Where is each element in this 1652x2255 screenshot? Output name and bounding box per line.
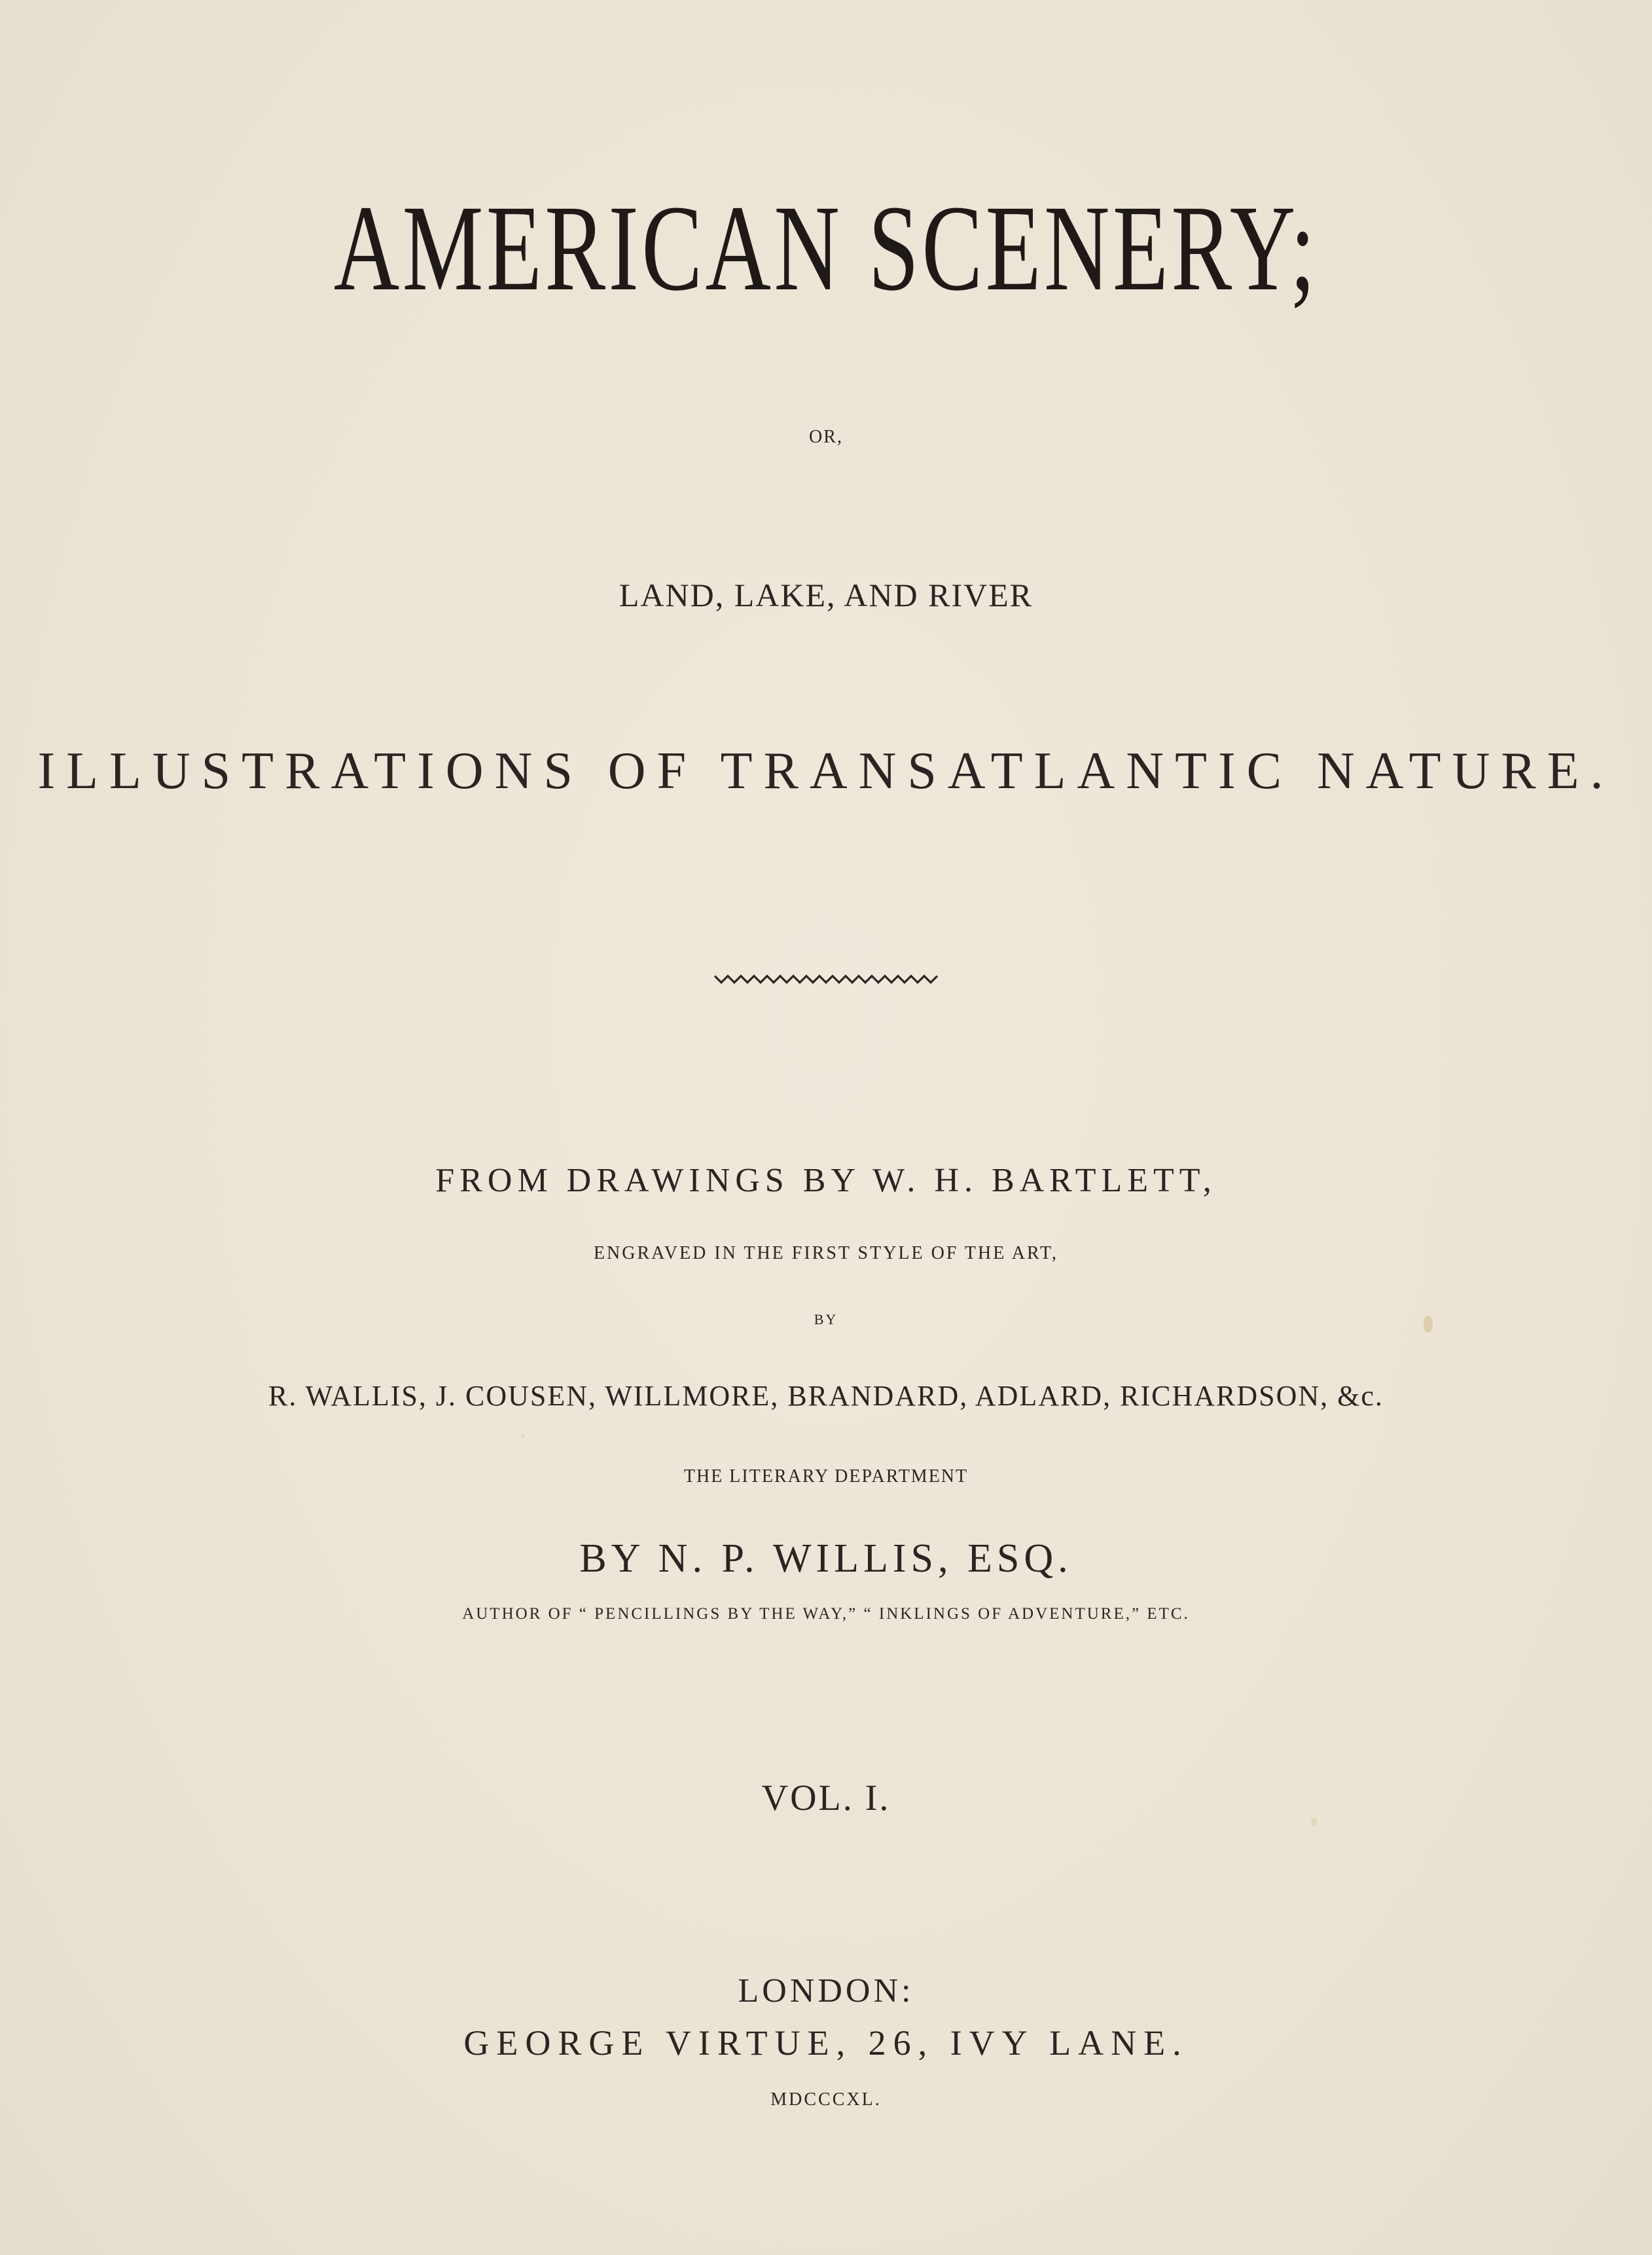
- publisher-imprint: GEORGE VIRTUE, 26, IVY LANE.: [463, 2023, 1189, 2063]
- engravers-list: R. WALLIS, J. COUSEN, WILLMORE, BRANDARD, ADLARD, RICHARDSON, &c.: [268, 1380, 1384, 1412]
- volume-number: VOL. I.: [761, 1778, 891, 1818]
- author-credit: BY N. P. WILLIS, ESQ.: [579, 1536, 1073, 1581]
- subtitle-line-2: ILLUSTRATIONS OF TRANSATLANTIC NATURE.: [37, 742, 1615, 800]
- author-works: AUTHOR OF “ PENCILLINGS BY THE WAY,” “ INKLINGS OF ADVENTURE,” ETC.: [462, 1605, 1190, 1623]
- book-title: AMERICAN SCENERY;: [333, 179, 1319, 316]
- literary-department-label: THE LITERARY DEPARTMENT: [683, 1466, 969, 1487]
- by-label: BY: [814, 1311, 838, 1327]
- engraved-note: ENGRAVED IN THE FIRST STYLE OF THE ART,: [593, 1243, 1059, 1263]
- subtitle-line-1: LAND, LAKE, AND RIVER: [619, 577, 1033, 613]
- wavy-rule-ornament-icon: [0, 972, 1652, 992]
- publication-year: MDCCCXL.: [770, 2089, 882, 2110]
- paper-speck: [1424, 1316, 1433, 1333]
- paper-speck: [521, 1434, 525, 1437]
- paper-speck: [1311, 1818, 1317, 1826]
- or-connector: OR,: [809, 427, 843, 447]
- publication-place: LONDON:: [738, 1972, 914, 2010]
- drawings-credit: FROM DRAWINGS BY W. H. BARTLETT,: [435, 1162, 1217, 1199]
